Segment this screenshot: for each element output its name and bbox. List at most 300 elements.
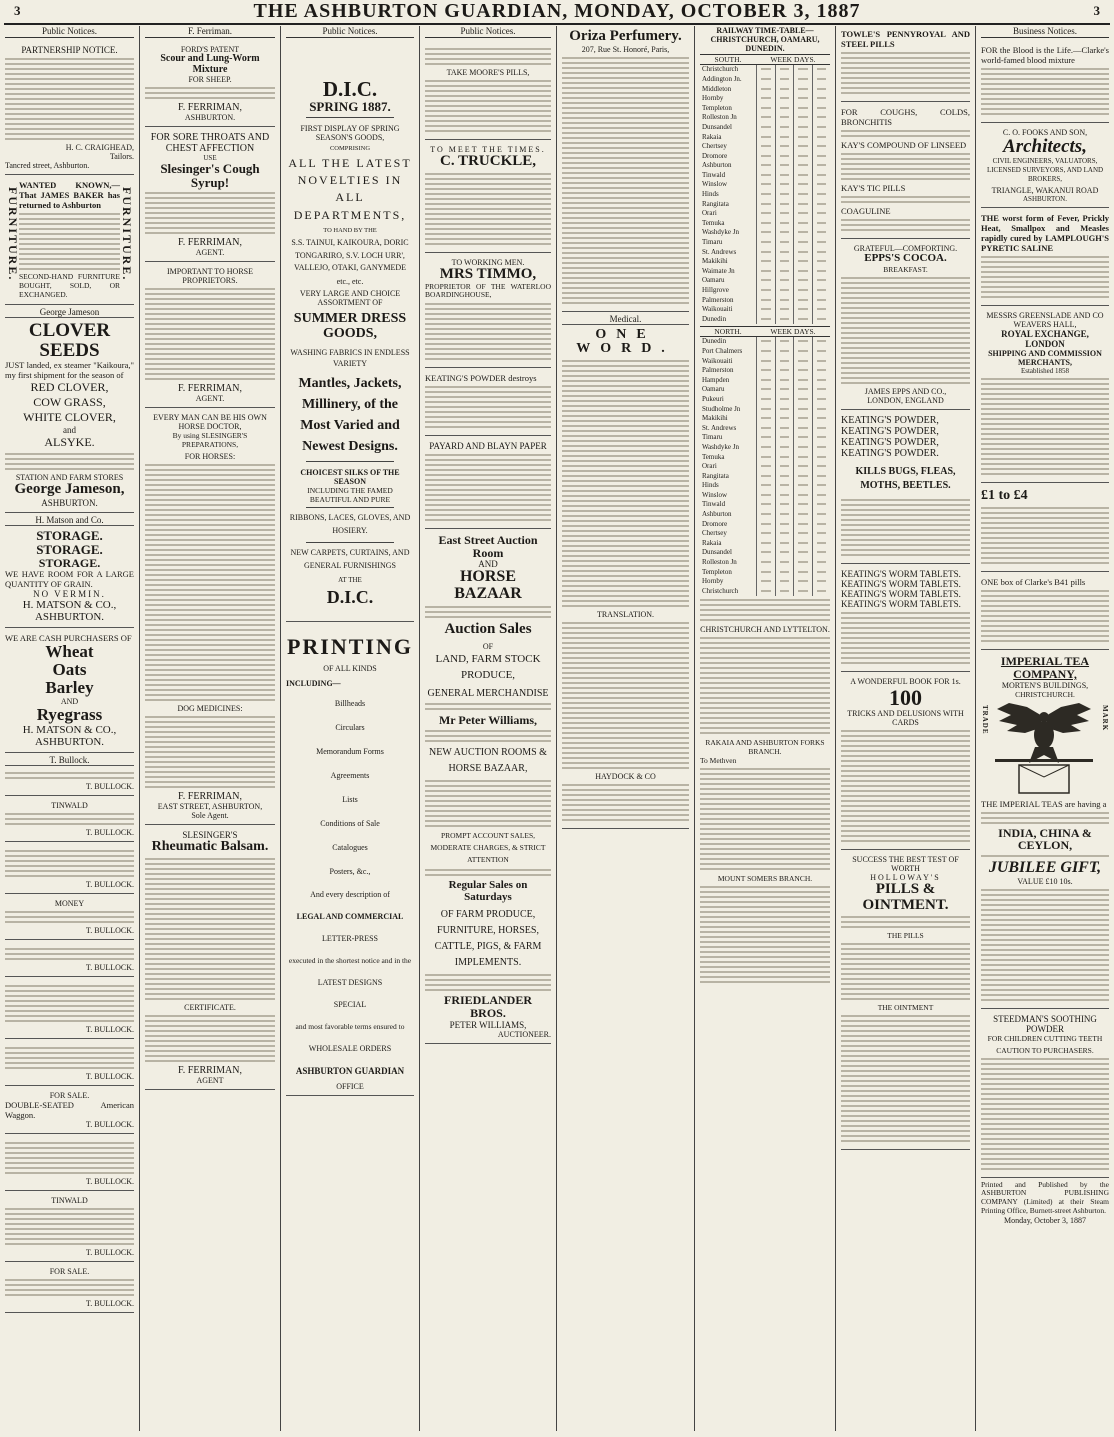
time-placeholder <box>798 203 808 205</box>
time-cell <box>757 461 776 471</box>
body-text <box>5 911 134 923</box>
time-placeholder <box>798 183 808 185</box>
section-head: T. Bullock. <box>5 755 134 766</box>
time-placeholder <box>761 308 771 310</box>
time-placeholder <box>761 369 771 371</box>
time-placeholder <box>761 260 771 262</box>
body-text <box>425 606 551 618</box>
time-cell <box>812 337 830 347</box>
ad-line: executed in the shortest notice and in the <box>288 956 412 966</box>
time-cell <box>775 481 794 491</box>
agent-label: Sole Agent. <box>191 811 229 821</box>
time-cell <box>775 228 794 238</box>
agent-name: F. FERRIMAN, <box>178 237 242 249</box>
masthead-rule <box>4 23 1110 25</box>
body-text <box>425 974 551 991</box>
time-cell <box>757 433 776 443</box>
time-cell <box>757 509 776 519</box>
body-text <box>700 637 830 734</box>
time-cell <box>775 84 794 94</box>
time-placeholder <box>798 350 808 352</box>
time-cell <box>794 433 813 443</box>
time-cell <box>812 528 830 538</box>
time-placeholder <box>798 523 808 525</box>
time-placeholder <box>817 542 826 544</box>
time-placeholder <box>780 532 790 534</box>
bullock-ad <box>5 1041 134 1086</box>
time-cell <box>775 189 794 199</box>
time-cell <box>775 74 794 84</box>
signature: JAMES EPPS AND CO., <box>864 386 947 396</box>
address: EAST STREET, ASHBURTON, <box>157 802 263 812</box>
timetable-row <box>700 500 830 510</box>
station-name: Rangitata <box>702 199 729 208</box>
agent-label: AGENT <box>196 1075 224 1085</box>
time-placeholder <box>817 116 826 118</box>
seed-item: ALSYKE. <box>44 435 95 450</box>
ad-title: £1 to £4 <box>981 488 1028 504</box>
mark-label: MARK <box>1101 704 1109 731</box>
time-cell <box>757 304 776 314</box>
time-placeholder <box>761 183 771 185</box>
timetable-title: RAILWAY TIME-TABLE—CHRISTCHURCH, OAMARU, DUNEDIN. <box>700 26 830 55</box>
signature: George Jameson, <box>14 481 125 498</box>
time-placeholder <box>780 78 790 80</box>
time-placeholder <box>761 251 771 253</box>
time-cell <box>775 151 794 161</box>
timetable-direction: NORTH. <box>714 326 742 336</box>
time-cell <box>794 375 813 385</box>
time-placeholder <box>798 107 808 109</box>
town: ASHBURTON. <box>1023 195 1067 204</box>
time-placeholder <box>798 270 808 272</box>
time-cell <box>775 500 794 510</box>
time-cell <box>794 65 813 75</box>
timetable-header <box>700 326 830 337</box>
time-placeholder <box>780 340 790 342</box>
signature: T. BULLOCK. <box>85 962 134 972</box>
time-cell <box>775 586 794 596</box>
time-cell <box>812 586 830 596</box>
time-cell <box>812 74 830 84</box>
station-name: Templeton <box>702 567 732 576</box>
time-cell <box>775 141 794 151</box>
time-cell <box>757 113 776 123</box>
towle-pills-ad <box>841 26 970 102</box>
time-cell <box>812 500 830 510</box>
time-cell <box>757 365 776 375</box>
time-cell <box>812 295 830 305</box>
time-placeholder <box>780 590 790 592</box>
time-cell <box>812 538 830 548</box>
time-cell <box>794 452 813 462</box>
station-name: Ashburton <box>702 161 732 170</box>
timetable-row <box>700 576 830 586</box>
time-cell <box>757 74 776 84</box>
partnership-notice <box>5 42 134 175</box>
time-placeholder <box>798 116 808 118</box>
signature: T. BULLOCK. <box>85 1247 134 1257</box>
time-placeholder <box>798 97 808 99</box>
ad-title: FOR SALE. <box>49 1090 90 1100</box>
signature: H. MATSON & CO., ASHBURTON. <box>22 599 117 624</box>
time-cell <box>794 461 813 471</box>
time-placeholder <box>780 289 790 291</box>
time-cell <box>757 256 776 266</box>
timetable-row <box>700 113 830 123</box>
time-placeholder <box>780 571 790 573</box>
body-text <box>19 213 120 270</box>
timetable-row <box>700 548 830 558</box>
station-name: Pukeuri <box>702 394 724 403</box>
ad-headline: GENERAL MERCHANDISE <box>427 687 549 699</box>
body-text <box>981 1058 1109 1170</box>
time-placeholder <box>780 88 790 90</box>
branch-direction: To Methven <box>700 755 737 765</box>
time-placeholder <box>817 427 826 429</box>
ad-line: Established 1858 <box>1020 367 1070 376</box>
time-cell <box>775 93 794 103</box>
timetable-row <box>700 365 830 375</box>
body-text <box>562 57 689 304</box>
station-name: Temuka <box>702 218 725 227</box>
time-cell <box>794 141 813 151</box>
time-cell <box>794 208 813 218</box>
time-cell <box>812 365 830 375</box>
column-2 <box>140 26 280 1431</box>
ad-subtitle: CHEST AFFECTION <box>165 143 255 154</box>
station-name: Hampden <box>702 375 730 384</box>
time-placeholder <box>798 231 808 233</box>
station-name: Christchurch <box>702 65 739 74</box>
time-cell <box>794 170 813 180</box>
time-placeholder <box>817 388 826 390</box>
time-placeholder <box>798 164 808 166</box>
ad-body: DOUBLE-SEATED American Waggon. <box>5 1099 134 1120</box>
time-cell <box>757 337 776 347</box>
keating-ad <box>425 370 551 436</box>
section-head: George Jameson <box>5 307 134 318</box>
time-cell <box>812 180 830 190</box>
ad-line: SPECIAL <box>333 1000 367 1010</box>
time-cell <box>794 490 813 500</box>
body-text <box>700 768 830 870</box>
time-cell <box>775 208 794 218</box>
ad-headline: NEW AUCTION ROOMS & HORSE BAZAAR, <box>429 747 547 775</box>
time-cell <box>775 285 794 295</box>
time-placeholder <box>761 126 771 128</box>
auctioneer-name: PETER WILLIAMS, <box>449 1019 527 1030</box>
body-text <box>981 855 1109 857</box>
timetable-row <box>700 356 830 366</box>
time-cell <box>794 276 813 286</box>
station-name: Timaru <box>702 238 723 247</box>
section-label: FOR HORSES: <box>184 452 236 462</box>
ad-title: COAGULINE <box>841 206 891 217</box>
powder-line: KEATING'S POWDER, <box>841 436 939 448</box>
timetable-days: WEEK DAYS. <box>770 54 816 64</box>
ad-title: HORSE BAZAAR <box>454 568 522 603</box>
ad-title: PAYARD AND BLAYN PAPER <box>429 441 547 452</box>
station-name: Dunsandel <box>702 548 732 557</box>
timetable-row <box>700 74 830 84</box>
for-sale-ad <box>5 1264 134 1313</box>
ad-subtitle: SHIPPING AND COMMISSION MERCHANTS, <box>988 349 1102 368</box>
station-name: Waikouaiti <box>702 356 733 365</box>
ad-headline: Regular Sales on Saturdays <box>448 879 528 903</box>
time-placeholder <box>780 299 790 301</box>
time-placeholder <box>817 369 826 371</box>
ad-pretitle: HOLLOWAY'S <box>870 872 941 882</box>
time-cell <box>794 180 813 190</box>
column-header: Business Notices. <box>981 26 1109 38</box>
time-cell <box>794 576 813 586</box>
ad-line: PROMPT ACCOUNT SALES, MODERATE CHARGES, & STRICT ATTENTION <box>430 831 546 865</box>
time-cell <box>757 199 776 209</box>
time-cell <box>794 557 813 567</box>
ad-title: FOR SORE THROATS AND <box>150 132 270 143</box>
station-name: Orari <box>702 209 717 218</box>
body-text <box>5 813 134 825</box>
grain-item: Ryegrass <box>36 704 103 724</box>
time-cell <box>757 295 776 305</box>
ad-title: IMPERIAL TEA COMPANY, <box>1000 654 1090 681</box>
body-text <box>562 784 689 821</box>
time-cell <box>775 404 794 414</box>
time-cell <box>757 93 776 103</box>
time-cell <box>812 346 830 356</box>
time-placeholder <box>780 513 790 515</box>
ad-title: C. TRUCKLE, <box>440 153 536 169</box>
ad-line: COMPRISING <box>329 144 371 152</box>
time-placeholder <box>798 299 808 301</box>
time-cell <box>812 394 830 404</box>
time-cell <box>812 481 830 491</box>
timetable-days: WEEK DAYS. <box>770 326 816 336</box>
time-placeholder <box>780 465 790 467</box>
time-cell <box>794 509 813 519</box>
cash-purchasers-ad <box>5 630 134 752</box>
time-placeholder <box>780 398 790 400</box>
grain-item: Barley <box>45 677 94 697</box>
imperial-tea-ad <box>981 652 1109 1008</box>
time-cell <box>794 122 813 132</box>
time-placeholder <box>817 318 826 320</box>
time-placeholder <box>798 174 808 176</box>
time-placeholder <box>798 436 808 438</box>
time-placeholder <box>780 107 790 109</box>
time-placeholder <box>761 145 771 147</box>
time-cell <box>812 161 830 171</box>
column-7 <box>836 26 975 1431</box>
agent-name: F. FERRIMAN, <box>178 791 242 803</box>
ad-line: LATEST DESIGNS <box>317 978 383 988</box>
time-placeholder <box>817 350 826 352</box>
time-placeholder <box>798 494 808 496</box>
body-text <box>5 1142 134 1174</box>
time-cell <box>775 528 794 538</box>
time-cell <box>775 337 794 347</box>
time-placeholder <box>798 222 808 224</box>
time-cell <box>757 576 776 586</box>
time-cell <box>812 557 830 567</box>
time-cell <box>812 122 830 132</box>
timetable-row <box>700 413 830 423</box>
time-placeholder <box>780 126 790 128</box>
time-placeholder <box>798 360 808 362</box>
time-placeholder <box>780 164 790 166</box>
keating-powder-ad <box>841 412 970 564</box>
time-placeholder <box>761 398 771 400</box>
time-placeholder <box>817 475 826 477</box>
body-text <box>841 130 970 137</box>
time-placeholder <box>780 551 790 553</box>
time-cell <box>794 567 813 577</box>
time-cell <box>757 218 776 228</box>
time-cell <box>775 218 794 228</box>
time-cell <box>757 356 776 366</box>
time-placeholder <box>817 78 826 80</box>
time-cell <box>757 151 776 161</box>
time-placeholder <box>761 107 771 109</box>
time-cell <box>757 346 776 356</box>
time-cell <box>757 385 776 395</box>
body-text <box>841 943 970 1000</box>
time-placeholder <box>817 465 826 467</box>
time-cell <box>775 170 794 180</box>
section-label: DOG MEDICINES: <box>177 704 243 714</box>
time-placeholder <box>798 145 808 147</box>
time-placeholder <box>780 350 790 352</box>
station-name: Washdyke Jn <box>702 442 739 451</box>
time-placeholder <box>780 193 790 195</box>
timetable-row <box>700 346 830 356</box>
section-label: CHRISTCHURCH AND LYTTELTON. <box>700 624 830 634</box>
time-cell <box>794 394 813 404</box>
ad-title: PARTNERSHIP NOTICE. <box>21 45 118 55</box>
time-placeholder <box>780 503 790 505</box>
ad-line: And every description of <box>310 890 390 900</box>
print-item: Conditions of Sale <box>320 819 380 829</box>
body-text <box>145 716 275 788</box>
time-cell <box>775 199 794 209</box>
agent-name: F. FERRIMAN, <box>178 383 242 395</box>
time-cell <box>812 199 830 209</box>
time-cell <box>794 161 813 171</box>
cough-syrup-ad <box>145 129 275 262</box>
time-placeholder <box>780 456 790 458</box>
time-cell <box>775 304 794 314</box>
time-placeholder <box>761 350 771 352</box>
time-cell <box>775 576 794 586</box>
body-text <box>981 812 1109 824</box>
station-name: Dunedin <box>702 314 727 323</box>
time-cell <box>794 413 813 423</box>
time-cell <box>757 442 776 452</box>
time-placeholder <box>817 436 826 438</box>
newspaper-title: THE ASHBURTON GUARDIAN, MONDAY, OCTOBER 3, 1887 <box>253 0 861 22</box>
ad-pretitle: GRATEFUL—COMFORTING. <box>853 244 958 254</box>
time-placeholder <box>780 580 790 582</box>
body-text <box>841 499 970 556</box>
time-placeholder <box>798 475 808 477</box>
time-placeholder <box>817 174 826 176</box>
time-cell <box>812 228 830 238</box>
time-placeholder <box>780 475 790 477</box>
timetable-row <box>700 247 830 257</box>
time-placeholder <box>780 251 790 253</box>
time-placeholder <box>817 340 826 342</box>
body-text <box>981 68 1109 115</box>
agent-name: F. FERRIMAN, <box>178 1064 242 1076</box>
ad-line: VERY LARGE AND CHOICE ASSORTMENT OF <box>299 289 401 308</box>
time-placeholder <box>761 299 771 301</box>
station-name: Rangitata <box>702 471 729 480</box>
body-text <box>425 48 551 65</box>
time-placeholder <box>798 532 808 534</box>
timetable-row <box>700 84 830 94</box>
ad-body: THE IMPERIAL TEAS are having a <box>981 798 1107 809</box>
time-cell <box>812 141 830 151</box>
side-label: FURNITURE. <box>6 187 20 282</box>
time-placeholder <box>798 503 808 505</box>
time-cell <box>812 189 830 199</box>
masthead <box>0 0 1114 22</box>
station-name: Chertsey <box>702 529 727 538</box>
ad-title: KAY'S COMPOUND OF LINSEED <box>841 140 967 151</box>
time-cell <box>757 266 776 276</box>
body-text <box>5 1279 134 1296</box>
timetable-row <box>700 151 830 161</box>
ad-title: MRS TIMMO, <box>439 265 537 282</box>
time-cell <box>794 528 813 538</box>
time-cell <box>775 567 794 577</box>
time-placeholder <box>780 155 790 157</box>
time-placeholder <box>817 279 826 281</box>
time-cell <box>775 161 794 171</box>
station-name: Rolleston Jn <box>702 558 737 567</box>
signature: T. BULLOCK. <box>85 1298 134 1308</box>
time-cell <box>812 170 830 180</box>
time-cell <box>775 266 794 276</box>
time-placeholder <box>761 279 771 281</box>
time-cell <box>794 228 813 238</box>
ad-line: AT THE <box>338 576 362 585</box>
time-placeholder <box>798 340 808 342</box>
time-placeholder <box>780 97 790 99</box>
station-name: Hornby <box>702 94 724 103</box>
timetable-row <box>700 509 830 519</box>
station-name: Rakaia <box>702 538 722 547</box>
moores-pills-ad <box>425 42 551 140</box>
station-name: Hinds <box>702 190 719 199</box>
agent-label: AGENT. <box>195 394 225 404</box>
timetable-row <box>700 266 830 276</box>
time-placeholder <box>761 241 771 243</box>
timetable-row <box>700 237 830 247</box>
time-cell <box>775 557 794 567</box>
time-placeholder <box>798 513 808 515</box>
column-8 <box>976 26 1114 1431</box>
body-text <box>5 58 134 140</box>
tablet-line: KEATING'S WORM TABLETS. <box>841 598 961 609</box>
time-placeholder <box>780 369 790 371</box>
ad-title: Oriza Perfumery. <box>569 28 682 44</box>
time-cell <box>812 218 830 228</box>
time-cell <box>794 266 813 276</box>
time-cell <box>812 356 830 366</box>
time-cell <box>757 548 776 558</box>
